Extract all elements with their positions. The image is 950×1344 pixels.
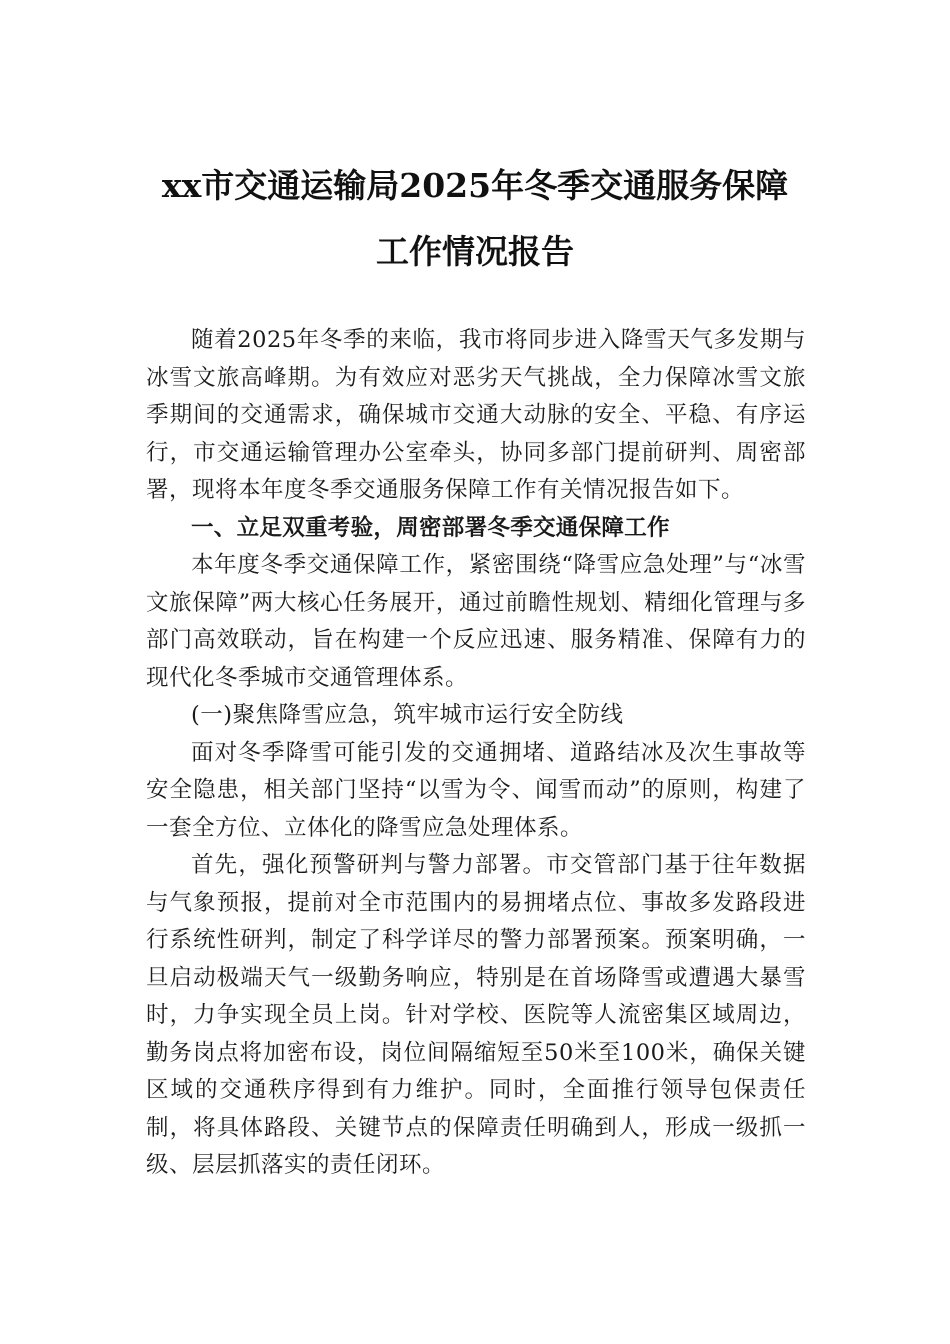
document-body bbox=[146, 322, 806, 1185]
intro-paragraph: 随着2025年冬季的来临，我市将同步进入降雪天气多发期与冰雪文旅高峰期。为有效应对恶劣天气挑战，全力保障冰雪文旅季期间的交通需求，确保城市交通大动脉的安全、平稳、有序运行，市交通运输管理办公室牵头，协同多部门提前研判、周密部署，现将本年度冬季交通服务保障工作有关情况报告如下。 bbox=[146, 327, 806, 503]
section-1-heading: 一、立足双重考验，周密部署冬季交通保障工作 bbox=[191, 514, 670, 541]
subsection-1-paragraph-2: 首先，强化预警研判与警力部署。市交管部门基于往年数据与气象预报，提前对全市范围内的易拥堵点位、事故多发路段进行系统性研判，制定了科学详尽的警力部署预案。预案明确，一旦启动极端天气一级勤务响应，特别是在首场降雪或遭遇大暴雪时，力争实现全员上岗。针对学校、医院等人流密集区域周边，勤务岗点将加密布设，岗位间隔缩短至50米至100米，确保关键区域的交通秩序得到有力维护。同时，全面推行领导包保责任制，将具体路段、关键节点的保障责任明确到人，形成一级抓一级、层层抓落实的责任闭环。 bbox=[146, 852, 806, 1178]
document-title-line-1: xx市交通运输局2025年冬季交通服务保障 bbox=[161, 166, 789, 205]
section-1-paragraph: 本年度冬季交通保障工作，紧密围绕“降雪应急处理”与“冰雪文旅保障”两大核心任务展开，通过前瞻性规划、精细化管理与多部门高效联动，旨在构建一个反应迅速、服务精准、保障有力的现代化冬季城市交通管理体系。 bbox=[146, 552, 806, 691]
document-title-line-2: 工作情况报告 bbox=[376, 232, 574, 271]
subsection-1-paragraph-1: 面对冬季降雪可能引发的交通拥堵、道路结冰及次生事故等安全隐患，相关部门坚持“以雪为令、闻雪而动”的原则，构建了一套全方位、立体化的降雪应急处理体系。 bbox=[146, 739, 806, 841]
subsection-1-heading: (一)聚焦降雪应急，筑牢城市运行安全防线 bbox=[191, 702, 624, 728]
